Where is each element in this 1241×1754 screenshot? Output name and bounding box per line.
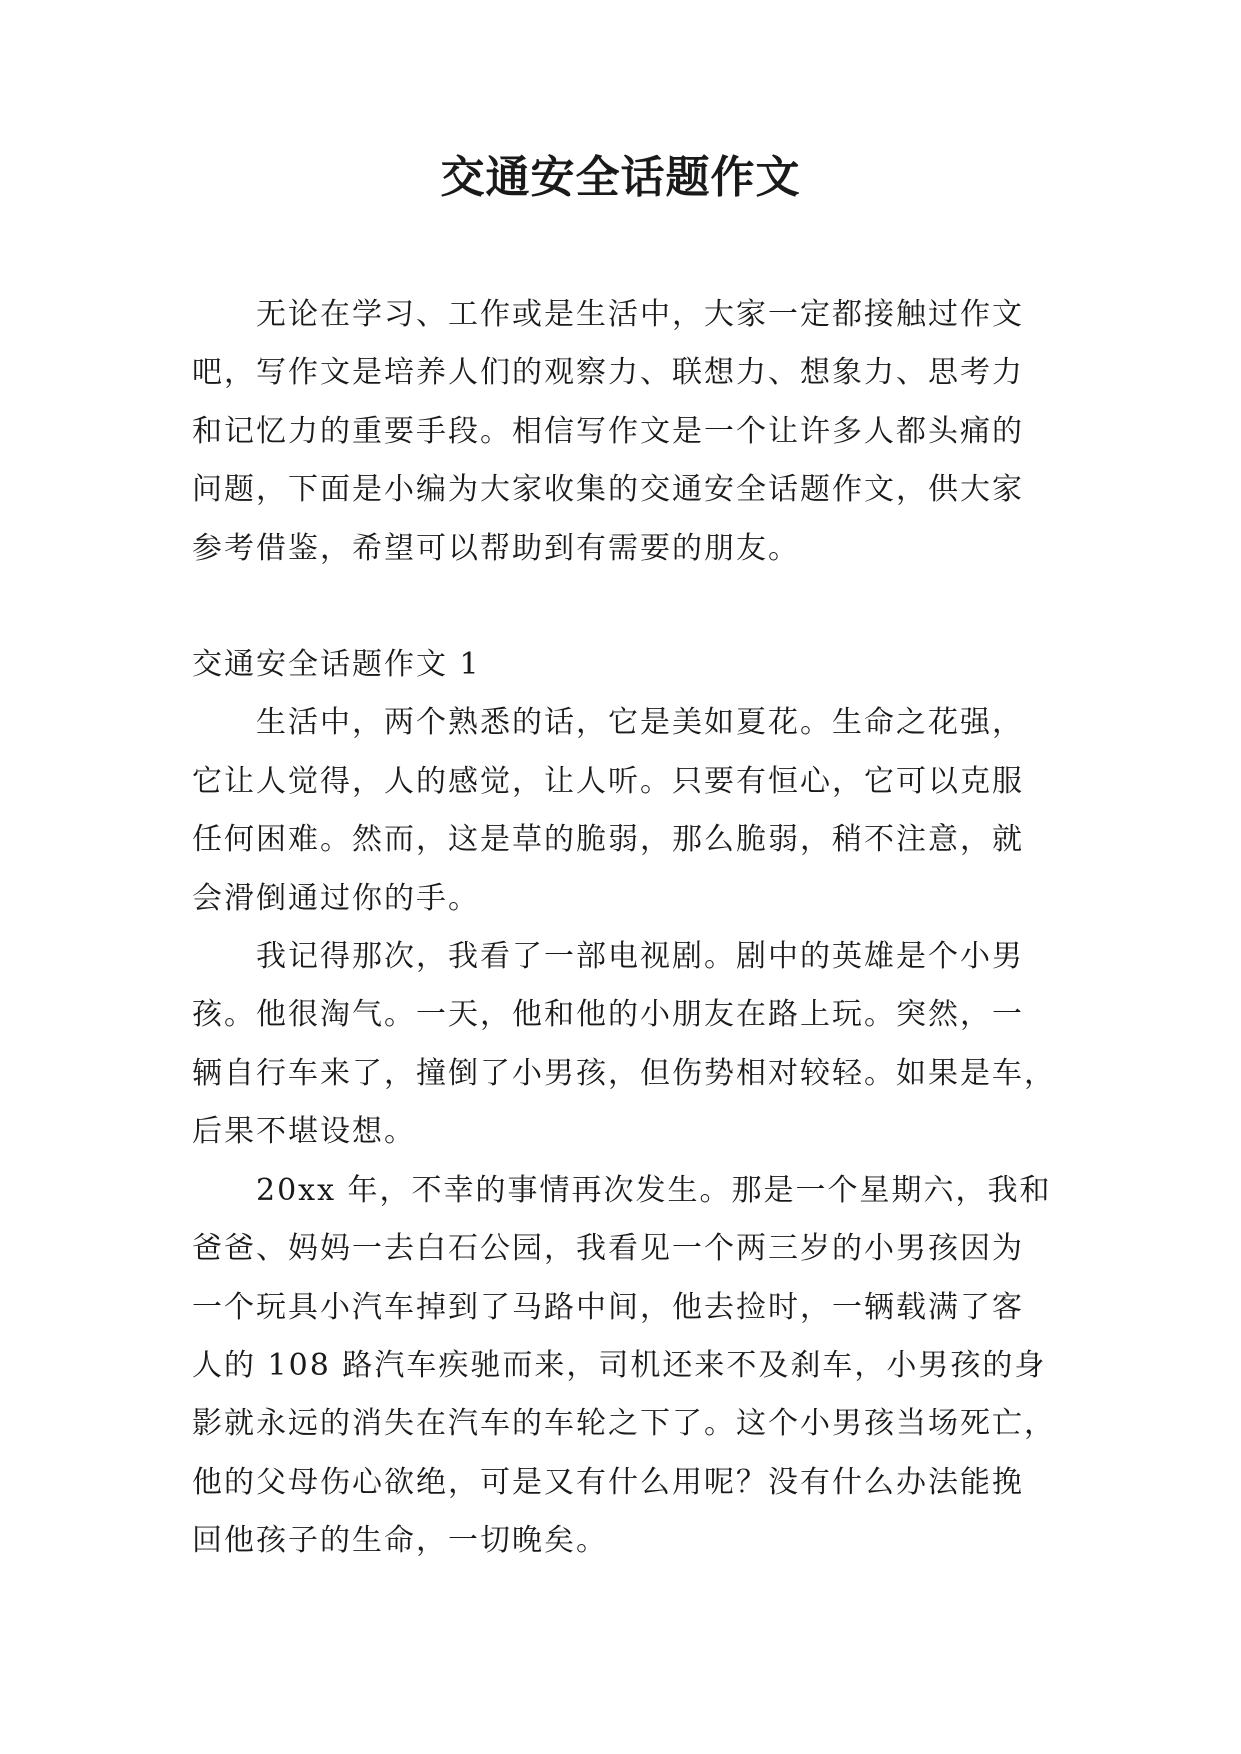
text-line: 会滑倒通过你的手。 — [192, 880, 480, 916]
text-line: 人的 108 路汽车疾驰而来，司机还来不及刹车，小男孩的身 — [192, 1347, 1047, 1383]
text-line: 和记忆力的重要手段。相信写作文是一个让许多人都头痛的 — [192, 413, 1024, 449]
text-line: 生活中，两个熟悉的话，它是美如夏花。生命之花强， — [256, 705, 1024, 741]
text-line: 吧，写作文是培养人们的观察力、联想力、想象力、思考力 — [192, 355, 1024, 391]
text-line: 我记得那次，我看了一部电视剧。剧中的英雄是个小男 — [256, 939, 1024, 975]
document-body — [192, 286, 1058, 1571]
text-line: 任何困难。然而，这是草的脆弱，那么脆弱，稍不注意，就 — [192, 822, 1024, 858]
text-line: 参考借鉴，希望可以帮助到有需要的朋友。 — [192, 530, 800, 566]
text-line: 20xx 年，不幸的事情再次发生。那是一个星期六，我和 — [256, 1172, 1052, 1208]
text-line: 他的父母伤心欲绝，可是又有什么用呢？没有什么办法能挽 — [192, 1464, 1024, 1500]
body-paragraph — [192, 928, 1058, 1162]
section-heading: 交通安全话题作文 1 — [192, 647, 481, 683]
text-line: 爸爸、妈妈一去白石公园，我看见一个两三岁的小男孩因为 — [192, 1231, 1024, 1267]
text-line: 问题，下面是小编为大家收集的交通安全话题作文，供大家 — [192, 472, 1024, 508]
body-paragraph — [192, 694, 1058, 928]
text-line: 孩。他很淘气。一天，他和他的小朋友在路上玩。突然，一 — [192, 997, 1024, 1033]
text-line: 回他孩子的生命，一切晚矣。 — [192, 1523, 608, 1559]
body-paragraph — [192, 1162, 1058, 1571]
text-line: 它让人觉得，人的感觉，让人听。只要有恒心，它可以克服 — [192, 763, 1024, 799]
document-title: 交通安全话题作文 — [440, 152, 801, 203]
text-line: 无论在学习、工作或是生活中，大家一定都接触过作文 — [256, 297, 1024, 332]
intro-paragraph — [192, 286, 1058, 578]
text-line: 影就永远的消失在汽车的车轮之下了。这个小男孩当场死亡， — [192, 1406, 1056, 1442]
text-line: 辆自行车来了，撞倒了小男孩，但伤势相对较轻。如果是车， — [192, 1055, 1056, 1091]
text-line: 一个玩具小汽车掉到了马路中间，他去捡时，一辆载满了客 — [192, 1289, 1024, 1325]
text-line: 后果不堪设想。 — [192, 1114, 416, 1150]
